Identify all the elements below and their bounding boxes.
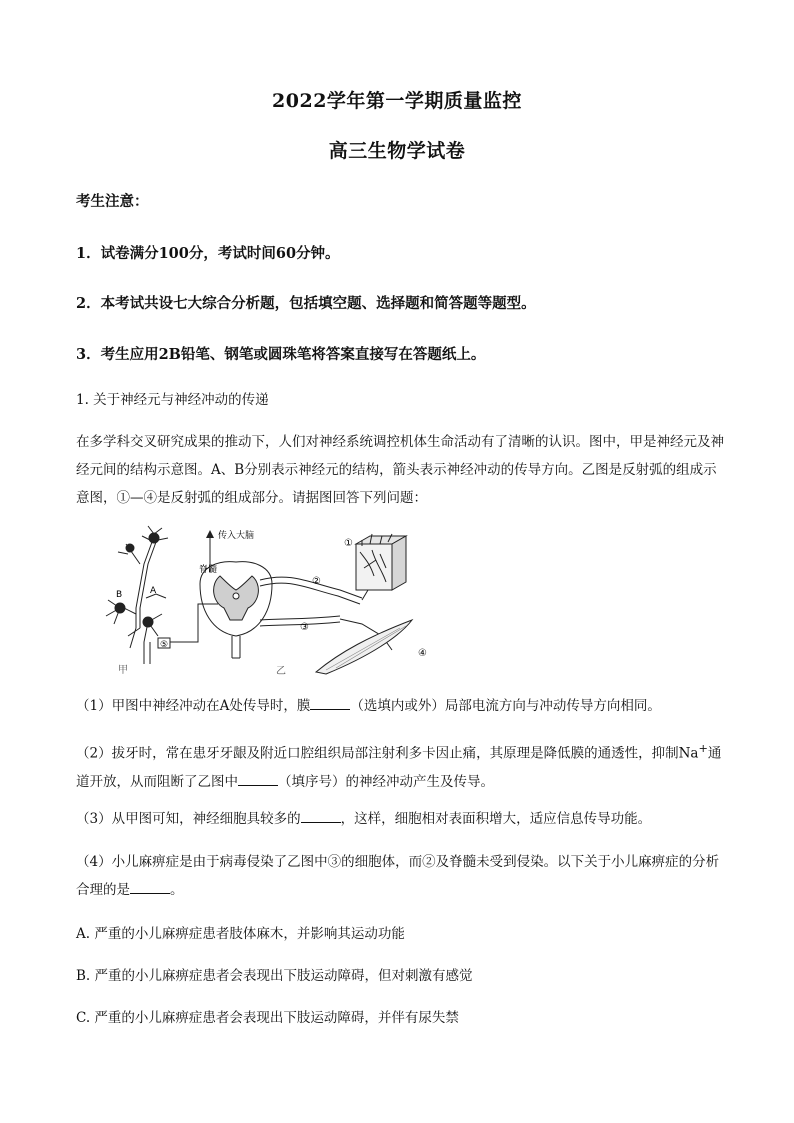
exam-subtitle: 高三生物学试卷: [328, 140, 466, 162]
subquestion-4: [76, 848, 724, 904]
mark-3: ③: [300, 622, 309, 633]
question-intro: 在多学科交叉研究成果的推动下，人们对神经系统调控机体生命活动有了清晰的认识。图中，甲是神经元及神经元间的结构示意图。A、B分别表示神经元的结构，箭头表示神经冲动的传导方向。乙图是反射弧的组成示意图，①—④是反射弧的组成部分。请据图回答下列问题：: [76, 434, 724, 506]
subquestion-3-text-a: （3）从甲图可知，神经细胞具较多的: [76, 811, 301, 827]
option-c[interactable]: C. 严重的小儿麻痹症患者会表现出下肢运动障碍，并伴有尿失禁: [76, 1010, 459, 1026]
subquestion-4-text-a: （4）小儿麻痹症是由于病毒侵染了乙图中③的细胞体，而②及脊髓未受到侵染。以下关于小儿麻痹症的分析合理的是: [76, 854, 720, 898]
exam-title: 2022学年第一学期质量监控: [272, 90, 522, 112]
notice-heading: 考生注意：: [76, 193, 149, 210]
label-spine: 脊髓: [199, 565, 218, 575]
subquestion-3: [76, 805, 724, 833]
label-jia: 甲: [118, 665, 128, 676]
mark-2: ②: [312, 576, 321, 587]
subquestion-2-text-a: （2）拔牙时，常在患牙牙龈及附近口腔组织局部注射利多卡因止痛，其原理是降低膜的通透性，抑制Na: [76, 745, 699, 762]
brain-arrow-head: [206, 530, 214, 538]
answer-blank-3[interactable]: [301, 808, 341, 823]
subquestion-1-text-b: （选填内或外）局部电流方向与冲动传导方向相同。: [350, 698, 661, 714]
spinal-cord: [200, 562, 272, 658]
answer-blank-4[interactable]: [130, 879, 170, 894]
question-heading: 1. 关于神经元与神经冲动的传递: [76, 392, 269, 408]
superscript-plus: +: [698, 742, 708, 755]
subquestion-2-text-c: （填序号）的神经冲动产生及传导。: [278, 773, 494, 790]
notice-item-2: 2．本考试共设七大综合分析题，包括填空题、选择题和简答题等题型。: [76, 295, 536, 312]
label-brain: 传入大脑: [218, 531, 255, 541]
mark-1: ①: [344, 538, 353, 549]
subquestion-3-text-b: ，这样，细胞相对表面积增大，适应信息传导功能。: [340, 811, 652, 827]
mark-4: ④: [418, 648, 427, 659]
mark-5: ⑤: [160, 640, 169, 650]
subquestion-1-text-a: （1）甲图中神经冲动在A处传导时，膜: [76, 698, 311, 714]
subquestion-1: [76, 692, 724, 720]
subquestion-2-text-b: 通道开放，从而阻断了乙图中: [76, 745, 722, 790]
answer-blank-1[interactable]: [310, 695, 350, 710]
notice-item-1: 1．试卷满分100分，考试时间60分钟。: [76, 245, 340, 262]
subquestion-2: [76, 735, 724, 796]
option-a[interactable]: A. 严重的小儿麻痹症患者肢体麻木，并影响其运动功能: [76, 926, 405, 942]
notice-item-3: 3．考生应用2B铅笔、钢笔或圆珠笔将答案直接写在答题纸上。: [76, 346, 486, 363]
subquestion-4-text-b: 。: [170, 882, 184, 898]
label-a: A: [150, 586, 157, 596]
reflex-arc-figure: [100, 524, 450, 678]
skin-block: [356, 534, 406, 590]
label-b: B: [116, 590, 123, 600]
label-yi: 乙: [276, 666, 286, 677]
muscle: [316, 620, 412, 674]
option-b[interactable]: B. 严重的小儿麻痹症患者会表现出下肢运动障碍，但对刺激有感觉: [76, 968, 473, 984]
answer-blank-2[interactable]: [238, 771, 278, 786]
